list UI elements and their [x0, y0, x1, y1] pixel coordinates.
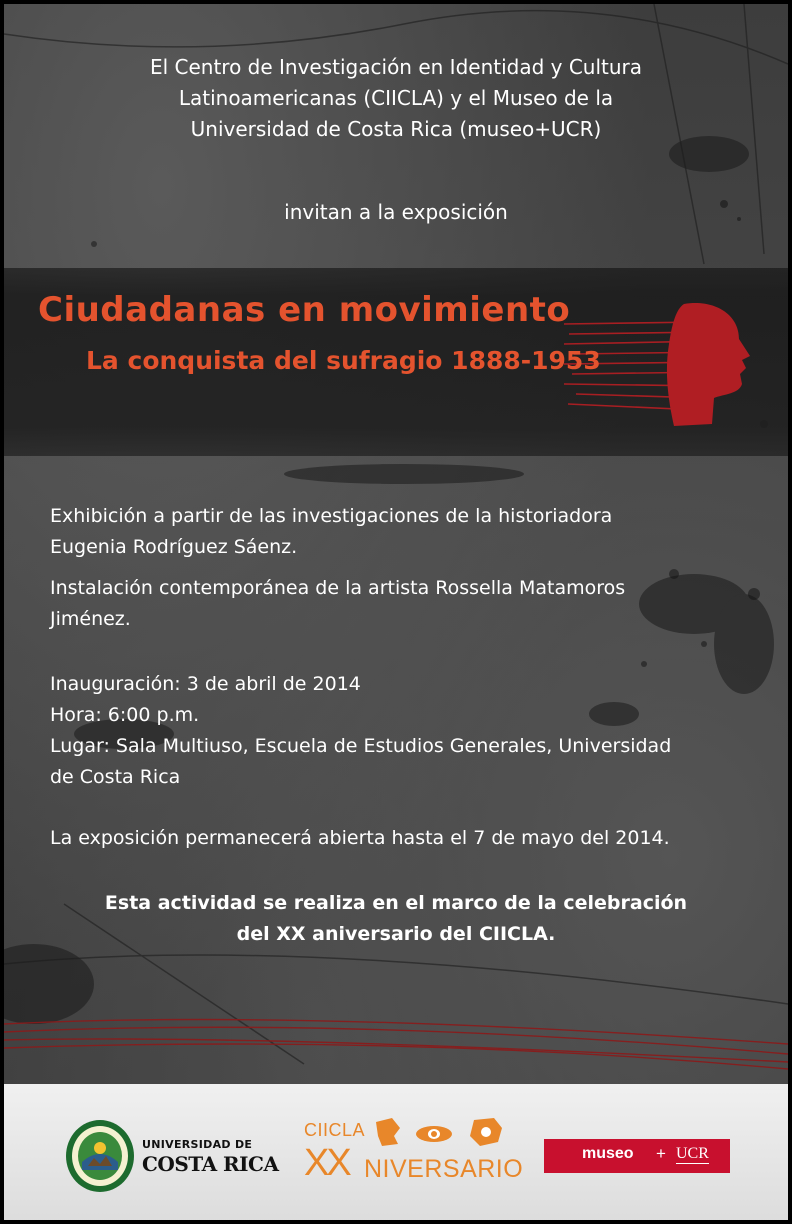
museo-plus: + — [656, 1144, 666, 1163]
details-section — [50, 501, 770, 854]
ucr-logo — [64, 1118, 279, 1194]
closing-line-2: del XX aniversario del CIICLA. — [236, 923, 556, 945]
intro-line-2: Latinoamericanas (CIICLA) y el Museo de la — [178, 86, 614, 110]
closing-text — [4, 888, 788, 950]
invite-text: invitan a la exposición — [284, 200, 508, 224]
exhibition-title: Ciudadanas en movimiento — [38, 290, 571, 330]
installation-line-2: Jiménez. — [50, 608, 131, 630]
closing-line-1: Esta actividad se realiza en el marco de la celebración — [104, 892, 688, 914]
installation-line-1: Instalación contemporánea de la artista Rossella Matamoros — [50, 577, 626, 599]
ciicla-glyphs-icon — [370, 1114, 516, 1152]
ucr-name-line-1: UNIVERSIDAD DE — [142, 1138, 253, 1151]
ucr-seal-icon — [64, 1118, 136, 1194]
intro-line-3: Universidad de Costa Rica (museo+UCR) — [190, 117, 602, 141]
research-line-1: Exhibición a partir de las investigaciones de la historiadora — [50, 505, 613, 527]
ciicla-anniversary-logo — [304, 1114, 524, 1194]
ciicla-wordmark: CIICLA — [304, 1120, 366, 1140]
event-place-line-2: de Costa Rica — [50, 766, 181, 788]
intro-text — [4, 52, 788, 145]
research-line-2: Eugenia Rodríguez Sáenz. — [50, 536, 298, 558]
exhibition-duration: La exposición permanecerá abierta hasta el 7 de mayo del 2014. — [50, 827, 670, 849]
footer-logos — [4, 1084, 788, 1224]
ciicla-aniversario: NIVERSARIO — [364, 1155, 524, 1183]
museo-ucr-logo — [544, 1139, 730, 1173]
museo-ucr-word: UCR — [676, 1145, 709, 1162]
event-place-line-1: Lugar: Sala Multiuso, Escuela de Estudios Generales, Universidad — [50, 735, 672, 757]
museo-word: museo — [582, 1145, 634, 1162]
inauguration-date: Inauguración: 3 de abril de 2014 — [50, 673, 361, 695]
ciicla-xx: XX — [304, 1142, 349, 1184]
exhibition-subtitle: La conquista del sufragio 1888-1953 — [86, 346, 601, 375]
event-time: Hora: 6:00 p.m. — [50, 704, 200, 726]
intro-line-1: El Centro de Investigación en Identidad y Cultura — [149, 55, 643, 79]
ucr-name-line-2: COSTA RICA — [142, 1152, 279, 1176]
